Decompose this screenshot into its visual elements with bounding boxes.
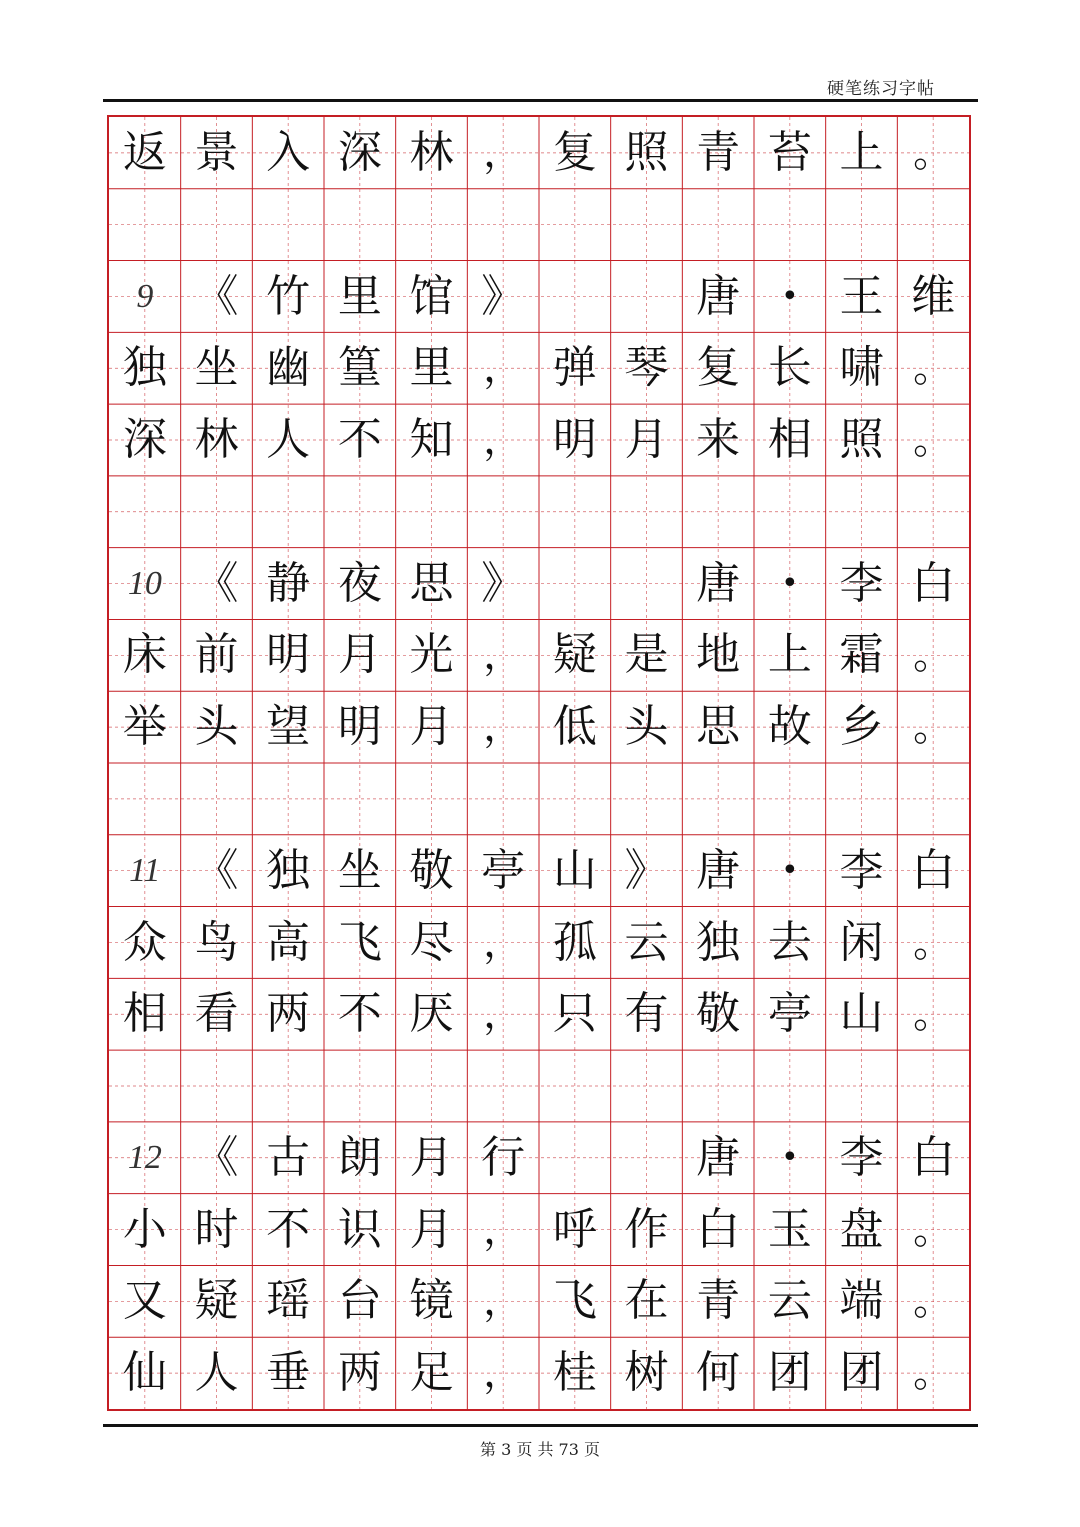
- separator-dot: •: [780, 565, 799, 601]
- hanzi-character: 又: [122, 1275, 167, 1327]
- punctuation: 。: [913, 1206, 954, 1253]
- text-row: [109, 978, 969, 1050]
- text-row: [109, 1337, 969, 1409]
- title-bracket: 《: [194, 557, 239, 609]
- hanzi-character: 啸: [839, 342, 884, 394]
- hanzi-character: 亭: [767, 988, 812, 1040]
- grid-cell: [396, 1050, 468, 1122]
- hanzi-character: 疑: [552, 629, 597, 681]
- hanzi-character: 敬: [696, 988, 741, 1040]
- text-row: [109, 1194, 969, 1266]
- grid-cell: [181, 763, 253, 835]
- hanzi-character: 两: [337, 1347, 382, 1399]
- hanzi-character: 上: [839, 127, 884, 178]
- grid-cell: [396, 189, 468, 261]
- grid-cell: [826, 476, 898, 548]
- poem-number: 12: [127, 1138, 162, 1176]
- grid-cell: [181, 476, 253, 548]
- hanzi-character: 人: [266, 414, 311, 466]
- poem-number: 9: [136, 277, 154, 315]
- grid-cell: [109, 763, 181, 835]
- hanzi-character: 夜: [337, 557, 382, 609]
- text-row: [109, 261, 969, 333]
- hanzi-character: 维: [911, 270, 956, 322]
- blank-row: [109, 476, 969, 548]
- hanzi-character: 看: [194, 988, 239, 1040]
- hanzi-character: 作: [624, 1203, 669, 1255]
- hanzi-character: 桂: [552, 1347, 597, 1399]
- grid-cell: [754, 476, 826, 548]
- text-row: [109, 404, 969, 476]
- hanzi-character: 白: [911, 844, 956, 896]
- hanzi-character: 床: [122, 629, 167, 681]
- hanzi-character: 端: [839, 1275, 884, 1327]
- punctuation: ，: [483, 919, 524, 966]
- grid-cell: [754, 1050, 826, 1122]
- hanzi-character: 垂: [266, 1347, 311, 1399]
- hanzi-character: 不: [337, 988, 382, 1040]
- hanzi-character: 盘: [839, 1203, 884, 1255]
- grid-cell: [324, 476, 396, 548]
- punctuation: ，: [483, 632, 524, 679]
- hanzi-character: 瑶: [266, 1275, 311, 1327]
- grid-cell: [539, 1122, 611, 1194]
- hanzi-character: 相: [122, 988, 167, 1040]
- hanzi-character: 复: [696, 342, 741, 394]
- grid-cell: [682, 1050, 754, 1122]
- grid-cell: [611, 1050, 683, 1122]
- title-bracket: 《: [194, 1131, 239, 1183]
- grid-cell: [826, 1050, 898, 1122]
- punctuation: 。: [913, 1350, 954, 1397]
- poem-number: 10: [127, 564, 162, 602]
- text-row: [109, 907, 969, 979]
- hanzi-character: 月: [409, 1203, 454, 1255]
- page-number: 第 3 页 共 73 页: [480, 1440, 600, 1459]
- grid-cell: [611, 476, 683, 548]
- hanzi-character: 行: [481, 1131, 526, 1183]
- hanzi-character: 孤: [552, 916, 597, 968]
- hanzi-character: 相: [767, 414, 812, 466]
- hanzi-character: 时: [194, 1203, 239, 1255]
- grid-cell: [539, 261, 611, 333]
- hanzi-character: 来: [696, 414, 741, 466]
- poem-number: 11: [129, 851, 161, 889]
- grid-cell: [897, 476, 969, 548]
- hanzi-character: 乡: [839, 701, 884, 753]
- text-row: [109, 332, 969, 404]
- hanzi-character: 故: [767, 701, 812, 753]
- hanzi-character: 深: [122, 414, 167, 466]
- grid-cell: [754, 763, 826, 835]
- hanzi-character: 月: [409, 1131, 454, 1183]
- grid-cell: [897, 763, 969, 835]
- hanzi-character: 有: [624, 988, 669, 1040]
- punctuation: 。: [913, 632, 954, 679]
- punctuation: ，: [483, 1350, 524, 1397]
- hanzi-character: 明: [266, 629, 311, 681]
- hanzi-character: 李: [839, 557, 884, 609]
- hanzi-character: 足: [409, 1347, 454, 1399]
- punctuation: ，: [483, 130, 524, 176]
- hanzi-character: 坐: [194, 342, 239, 394]
- hanzi-character: 两: [266, 988, 311, 1040]
- grid-cell: [539, 548, 611, 620]
- hanzi-character: 人: [194, 1347, 239, 1399]
- hanzi-character: 仙: [122, 1347, 167, 1399]
- punctuation: 。: [913, 991, 954, 1038]
- hanzi-character: 静: [266, 557, 311, 609]
- hanzi-character: 唐: [696, 557, 741, 609]
- text-row: [109, 835, 969, 907]
- hanzi-character: 李: [839, 844, 884, 896]
- hanzi-character: 林: [194, 414, 239, 466]
- grid-cell: [611, 548, 683, 620]
- text-row: [109, 548, 969, 620]
- hanzi-character: 飞: [552, 1275, 597, 1327]
- hanzi-character: 厌: [409, 988, 454, 1040]
- hanzi-character: 月: [624, 414, 669, 466]
- hanzi-character: 头: [624, 701, 669, 753]
- grid-cell: [324, 1050, 396, 1122]
- hanzi-character: 复: [552, 127, 597, 178]
- grid-cell: [754, 189, 826, 261]
- grid-cell: [611, 189, 683, 261]
- hanzi-character: 何: [696, 1347, 741, 1399]
- hanzi-character: 不: [266, 1203, 311, 1255]
- grid-cell: [682, 476, 754, 548]
- text-row: [109, 117, 969, 189]
- hanzi-character: 是: [624, 629, 669, 681]
- hanzi-character: 竹: [266, 270, 311, 322]
- hanzi-character: 头: [194, 701, 239, 753]
- punctuation: 。: [913, 345, 954, 392]
- grid-cell: [539, 763, 611, 835]
- footer-rule: [103, 1424, 978, 1427]
- hanzi-character: 景: [194, 127, 239, 178]
- header-title: 硬笔练习字帖: [827, 79, 935, 99]
- hanzi-character: 王: [839, 270, 884, 322]
- grid-cell: [324, 189, 396, 261]
- hanzi-character: 飞: [337, 916, 382, 968]
- header-rule: [103, 99, 978, 102]
- hanzi-character: 月: [337, 629, 382, 681]
- grid-cell: [109, 476, 181, 548]
- hanzi-character: 鸟: [194, 916, 239, 968]
- grid-cell: [109, 1050, 181, 1122]
- grid-cell: [467, 476, 539, 548]
- hanzi-character: 照: [839, 414, 884, 466]
- hanzi-character: 琴: [624, 342, 669, 394]
- grid-cell: [252, 476, 324, 548]
- hanzi-character: 篁: [337, 342, 382, 394]
- grid-cell: [467, 189, 539, 261]
- grid-cell: [897, 1050, 969, 1122]
- hanzi-character: 古: [266, 1131, 311, 1183]
- hanzi-character: 幽: [266, 342, 311, 394]
- grid-cell: [539, 1050, 611, 1122]
- hanzi-character: 地: [696, 629, 741, 681]
- hanzi-character: 玉: [767, 1203, 812, 1255]
- hanzi-character: 唐: [696, 844, 741, 896]
- punctuation: 。: [913, 919, 954, 966]
- hanzi-character: 入: [266, 127, 311, 178]
- hanzi-character: 众: [122, 916, 167, 968]
- grid-cell: [611, 1122, 683, 1194]
- hanzi-character: 高: [266, 916, 311, 968]
- grid-cell: [181, 189, 253, 261]
- hanzi-character: 疑: [194, 1275, 239, 1327]
- hanzi-character: 李: [839, 1131, 884, 1183]
- grid-cell: [826, 763, 898, 835]
- hanzi-character: 小: [122, 1203, 167, 1255]
- hanzi-character: 白: [696, 1203, 741, 1255]
- hanzi-character: 闲: [839, 916, 884, 968]
- hanzi-character: 呼: [552, 1203, 597, 1255]
- hanzi-character: 不: [337, 414, 382, 466]
- grid-cell: [611, 763, 683, 835]
- grid-cell: [181, 1050, 253, 1122]
- hanzi-character: 白: [911, 557, 956, 609]
- hanzi-character: 思: [696, 701, 741, 753]
- hanzi-character: 团: [839, 1347, 884, 1399]
- hanzi-character: 亭: [481, 844, 526, 896]
- punctuation: 。: [913, 417, 954, 464]
- punctuation: ，: [483, 991, 524, 1038]
- title-bracket: 》: [481, 557, 526, 609]
- hanzi-character: 长: [767, 342, 812, 394]
- hanzi-character: 在: [624, 1275, 669, 1327]
- hanzi-character: 低: [552, 701, 597, 753]
- punctuation: 。: [913, 704, 954, 751]
- hanzi-character: 里: [337, 270, 382, 322]
- text-row: [109, 691, 969, 763]
- hanzi-character: 云: [624, 916, 669, 968]
- hanzi-character: 月: [409, 701, 454, 753]
- hanzi-character: 里: [409, 342, 454, 394]
- grid-cell: [252, 1050, 324, 1122]
- title-bracket: 》: [624, 844, 669, 896]
- punctuation: ，: [483, 345, 524, 392]
- hanzi-character: 镜: [409, 1275, 454, 1327]
- grid-cell: [252, 189, 324, 261]
- grid-cell: [396, 763, 468, 835]
- hanzi-character: 青: [696, 1275, 741, 1327]
- blank-row: [109, 1050, 969, 1122]
- blank-row: [109, 189, 969, 261]
- hanzi-character: 独: [696, 916, 741, 968]
- hanzi-character: 返: [122, 127, 167, 178]
- hanzi-character: 山: [839, 988, 884, 1040]
- hanzi-character: 深: [337, 127, 382, 178]
- hanzi-character: 明: [552, 414, 597, 466]
- hanzi-character: 坐: [337, 844, 382, 896]
- hanzi-character: 唐: [696, 1131, 741, 1183]
- grid-cell: [396, 476, 468, 548]
- grid-cell: [682, 763, 754, 835]
- hanzi-character: 朗: [337, 1131, 382, 1183]
- grid-cell: [467, 1050, 539, 1122]
- hanzi-character: 弹: [552, 342, 597, 394]
- grid-cell: [252, 763, 324, 835]
- separator-dot: •: [780, 852, 799, 888]
- hanzi-character: 光: [409, 629, 454, 681]
- grid-cell: [539, 476, 611, 548]
- punctuation: ，: [483, 1206, 524, 1253]
- hanzi-character: 苔: [767, 127, 812, 178]
- hanzi-character: 云: [767, 1275, 812, 1327]
- punctuation: ，: [483, 417, 524, 464]
- hanzi-character: 照: [624, 127, 669, 178]
- hanzi-character: 前: [194, 629, 239, 681]
- text-row: [109, 619, 969, 691]
- hanzi-character: 识: [337, 1203, 382, 1255]
- hanzi-character: 思: [409, 557, 454, 609]
- grid-cell: [324, 763, 396, 835]
- grid-cell: [611, 261, 683, 333]
- hanzi-character: 独: [122, 342, 167, 394]
- hanzi-character: 独: [266, 844, 311, 896]
- hanzi-character: 青: [696, 127, 741, 178]
- hanzi-character: 唐: [696, 270, 741, 322]
- practice-grid: [107, 115, 971, 1411]
- grid-cell: [109, 189, 181, 261]
- hanzi-character: 台: [337, 1275, 382, 1327]
- punctuation: ，: [483, 1278, 524, 1325]
- hanzi-character: 知: [409, 414, 454, 466]
- title-bracket: 》: [481, 270, 526, 322]
- hanzi-character: 尽: [409, 916, 454, 968]
- blank-row: [109, 763, 969, 835]
- grid-cell: [467, 763, 539, 835]
- hanzi-character: 霜: [839, 629, 884, 681]
- hanzi-character: 举: [122, 701, 167, 753]
- text-row: [109, 1122, 969, 1194]
- separator-dot: •: [780, 1139, 799, 1175]
- hanzi-character: 只: [552, 988, 597, 1040]
- punctuation: 。: [913, 130, 954, 176]
- hanzi-character: 上: [767, 629, 812, 681]
- hanzi-character: 敬: [409, 844, 454, 896]
- hanzi-character: 馆: [409, 270, 454, 322]
- hanzi-character: 树: [624, 1347, 669, 1399]
- grid-cell: [682, 189, 754, 261]
- hanzi-character: 林: [409, 127, 454, 178]
- hanzi-character: 去: [767, 916, 812, 968]
- hanzi-character: 白: [911, 1131, 956, 1183]
- text-row: [109, 1265, 969, 1337]
- grid-cell: [897, 189, 969, 261]
- grid-cell: [539, 189, 611, 261]
- hanzi-character: 明: [337, 701, 382, 753]
- hanzi-character: 团: [767, 1347, 812, 1399]
- grid-cell: [826, 189, 898, 261]
- separator-dot: •: [780, 278, 799, 314]
- hanzi-character: 望: [266, 701, 311, 753]
- title-bracket: 《: [194, 270, 239, 322]
- punctuation: 。: [913, 1278, 954, 1325]
- punctuation: ，: [483, 704, 524, 751]
- hanzi-character: 山: [552, 844, 597, 896]
- title-bracket: 《: [194, 844, 239, 896]
